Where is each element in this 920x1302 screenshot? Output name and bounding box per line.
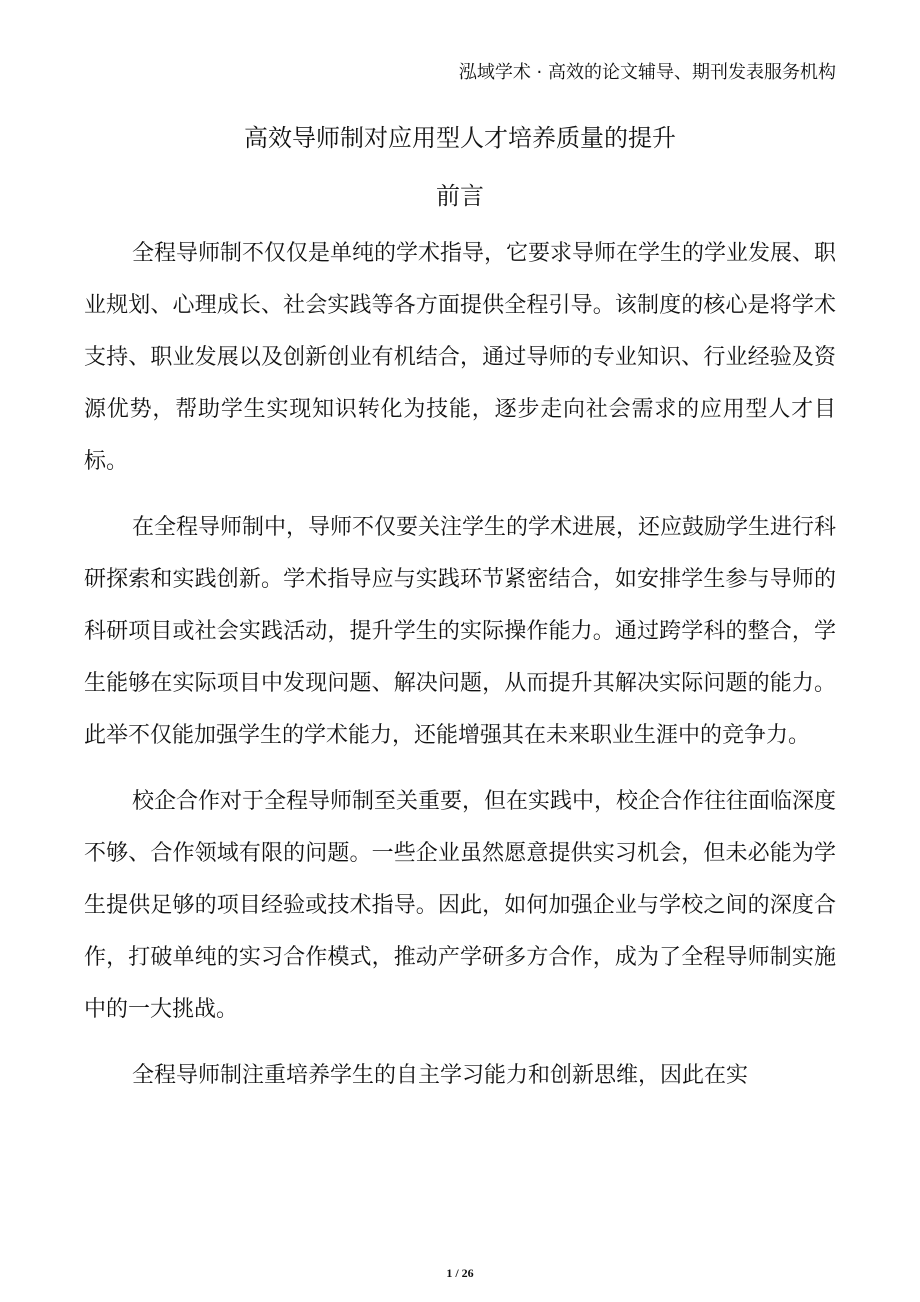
section-title: 前言 — [436, 182, 484, 210]
document-title: 高效导师制对应用型人才培养质量的提升 — [244, 124, 676, 152]
paragraph: 在全程导师制中，导师不仅要关注学生的学术进展，还应鼓励学生进行科研探索和实践创新。学术指导应与实践环节紧密结合，如安排学生参与导师的科研项目或社会实践活动，提升学生的实际操作能力。通过跨学科的整合，学生能够在实际项目中发现问题、解决问题，从而提升其解决实际问题的能力。此举不仅能加强学生的学术能力，还能增强其在未来职业生涯中的竞争力。 — [84, 515, 837, 748]
paragraph: 校企合作对于全程导师制至关重要，但在实践中，校企合作往往面临深度不够、合作领域有限的问题。一些企业虽然愿意提供实习机会，但未必能为学生提供足够的项目经验或技术指导。因此，如何加强企业与学校之间的深度合作，打破单纯的实习合作模式，推动产学研多方合作，成为了全程导师制实施中的一大挑战。 — [84, 789, 837, 1022]
body-content — [84, 228, 836, 1116]
page-number: 1 / 26 — [446, 1266, 474, 1280]
paragraph: 全程导师制不仅仅是单纯的学术指导，它要求导师在学生的学业发展、职业规划、心理成长、社会实践等各方面提供全程引导。该制度的核心是将学术支持、职业发展以及创新创业有机结合，通过导师的专业知识、行业经验及资源优势，帮助学生实现知识转化为技能，逐步走向社会需求的应用型人才目标。 — [84, 241, 837, 474]
page-header: 泓域学术 · 高效的论文辅导、期刊发表服务机构 — [458, 62, 836, 83]
paragraph: 全程导师制注重培养学生的自主学习能力和创新思维，因此在实 — [132, 1063, 749, 1088]
